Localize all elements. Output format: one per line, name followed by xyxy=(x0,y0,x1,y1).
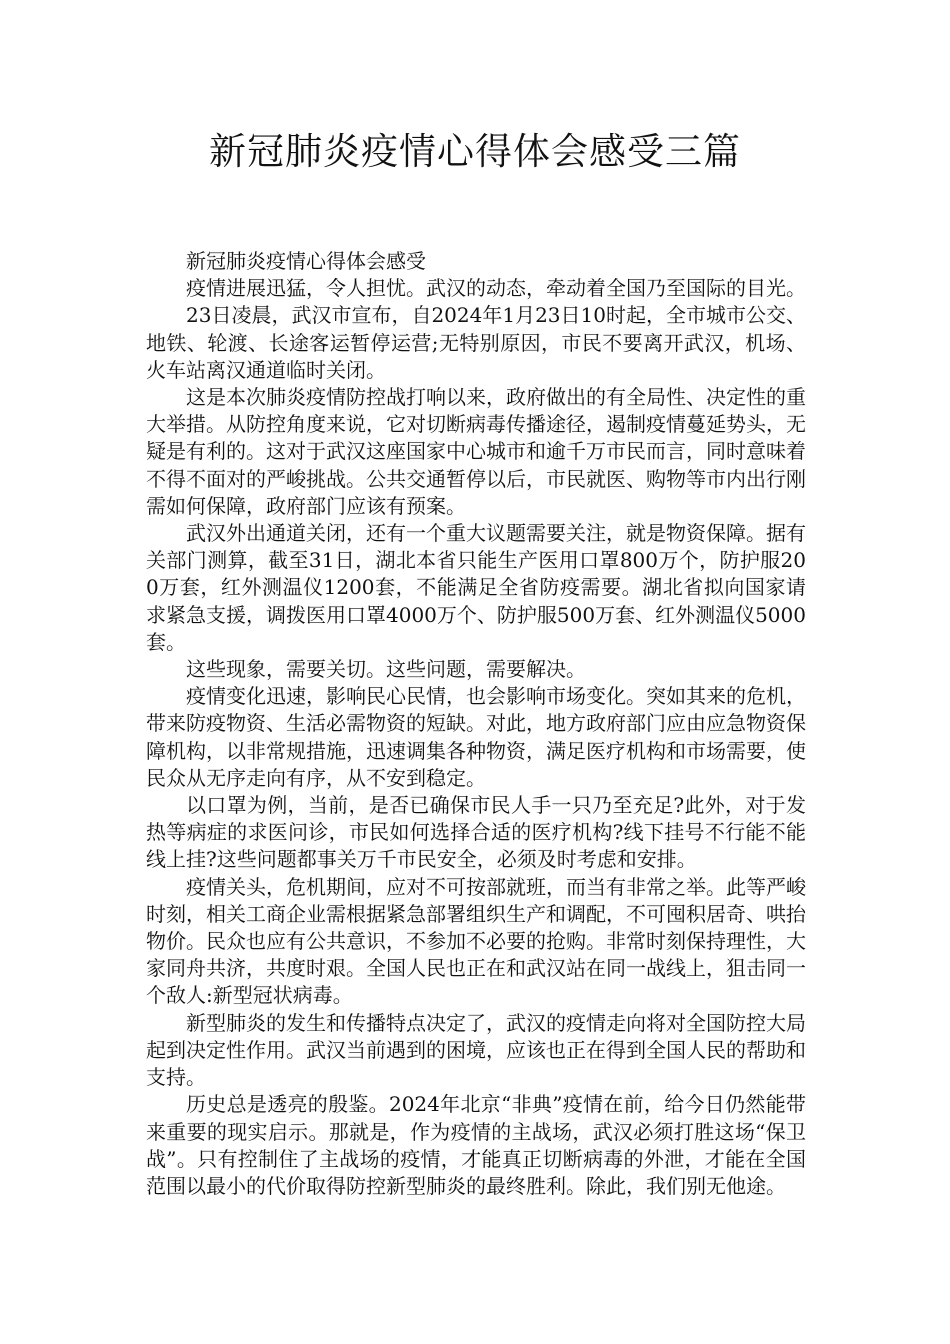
document-body xyxy=(146,248,806,1200)
paragraph-subtitle: 新冠肺炎疫情心得体会感受 xyxy=(186,249,426,273)
paragraph: 以口罩为例，当前，是否已确保市民人手一只乃至充足?此外，对于发热等病症的求医问诊，市民如何选择合适的医疗机构?线下挂号不行能不能线上挂?这些问题都事关万千市民安全，必须及时考虑和安排。 xyxy=(146,793,806,872)
paragraph: 疫情关头，危机期间，应对不可按部就班，而当有非常之举。此等严峻时刻，相关工商企业需根据紧急部署组织生产和调配，不可囤积居奇、哄抬物价。民众也应有公共意识，不参加不必要的抢购。非常时刻保持理性，大家同舟共济，共度时艰。全国人民也正在和武汉站在同一战线上，狙击同一个敌人:新型冠状病毒。 xyxy=(146,874,806,1008)
paragraph: 武汉外出通道关闭，还有一个重大议题需要关注，就是物资保障。据有关部门测算，截至31日，湖北本省只能生产医用口罩800万个，防护服200万套，红外测温仪1200套，不能满足全省防疫需要。湖北省拟向国家请求紧急支援，调拨医用口罩4000万个、防护服500万套、红外测温仪5000套。 xyxy=(146,521,806,654)
paragraph: 这是本次肺炎疫情防控战打响以来，政府做出的有全局性、决定性的重大举措。从防控角度来说，它对切断病毒传播途径，遏制疫情蔓延势头，无疑是有利的。这对于武汉这座国家中心城市和逾千万市民而言，同时意味着不得不面对的严峻挑战。公共交通暂停以后，市民就医、购物等市内出行刚需如何保障，政府部门应该有预案。 xyxy=(146,385,806,518)
document-title: 新冠肺炎疫情心得体会感受三篇 xyxy=(209,130,741,173)
paragraph: 疫情变化迅速，影响民心民情，也会影响市场变化。突如其来的危机，带来防疫物资、生活必需物资的短缺。对此，地方政府部门应由应急物资保障机构，以非常规措施，迅速调集各种物资，满足医疗机构和市场需要，使民众从无序走向有序，从不安到稳定。 xyxy=(146,684,806,790)
paragraph: 23日凌晨，武汉市宣布，自2024年1月23日10时起，全市城市公交、地铁、轮渡、长途客运暂停运营;无特别原因，市民不要离开武汉，机场、火车站离汉通道临时关闭。 xyxy=(146,303,806,382)
paragraph: 疫情进展迅猛，令人担忧。武汉的动态，牵动着全国乃至国际的目光。 xyxy=(186,276,806,301)
paragraph: 新型肺炎的发生和传播特点决定了，武汉的疫情走向将对全国防控大局起到决定性作用。武汉当前遇到的困境，应该也正在得到全国人民的帮助和支持。 xyxy=(146,1010,806,1090)
paragraph: 这些现象，需要关切。这些问题，需要解决。 xyxy=(186,657,586,682)
paragraph: 历史总是透亮的殷鉴。2024年北京“非典”疫情在前，给今日仍然能带来重要的现实启示。那就是，作为疫情的主战场，武汉必须打胜这场“保卫战”。只有控制住了主战场的疫情，才能真正切断病毒的外泄，才能在全国范围以最小的代价取得防控新型肺炎的最终胜利。除此，我们别无他途。 xyxy=(146,1092,806,1198)
